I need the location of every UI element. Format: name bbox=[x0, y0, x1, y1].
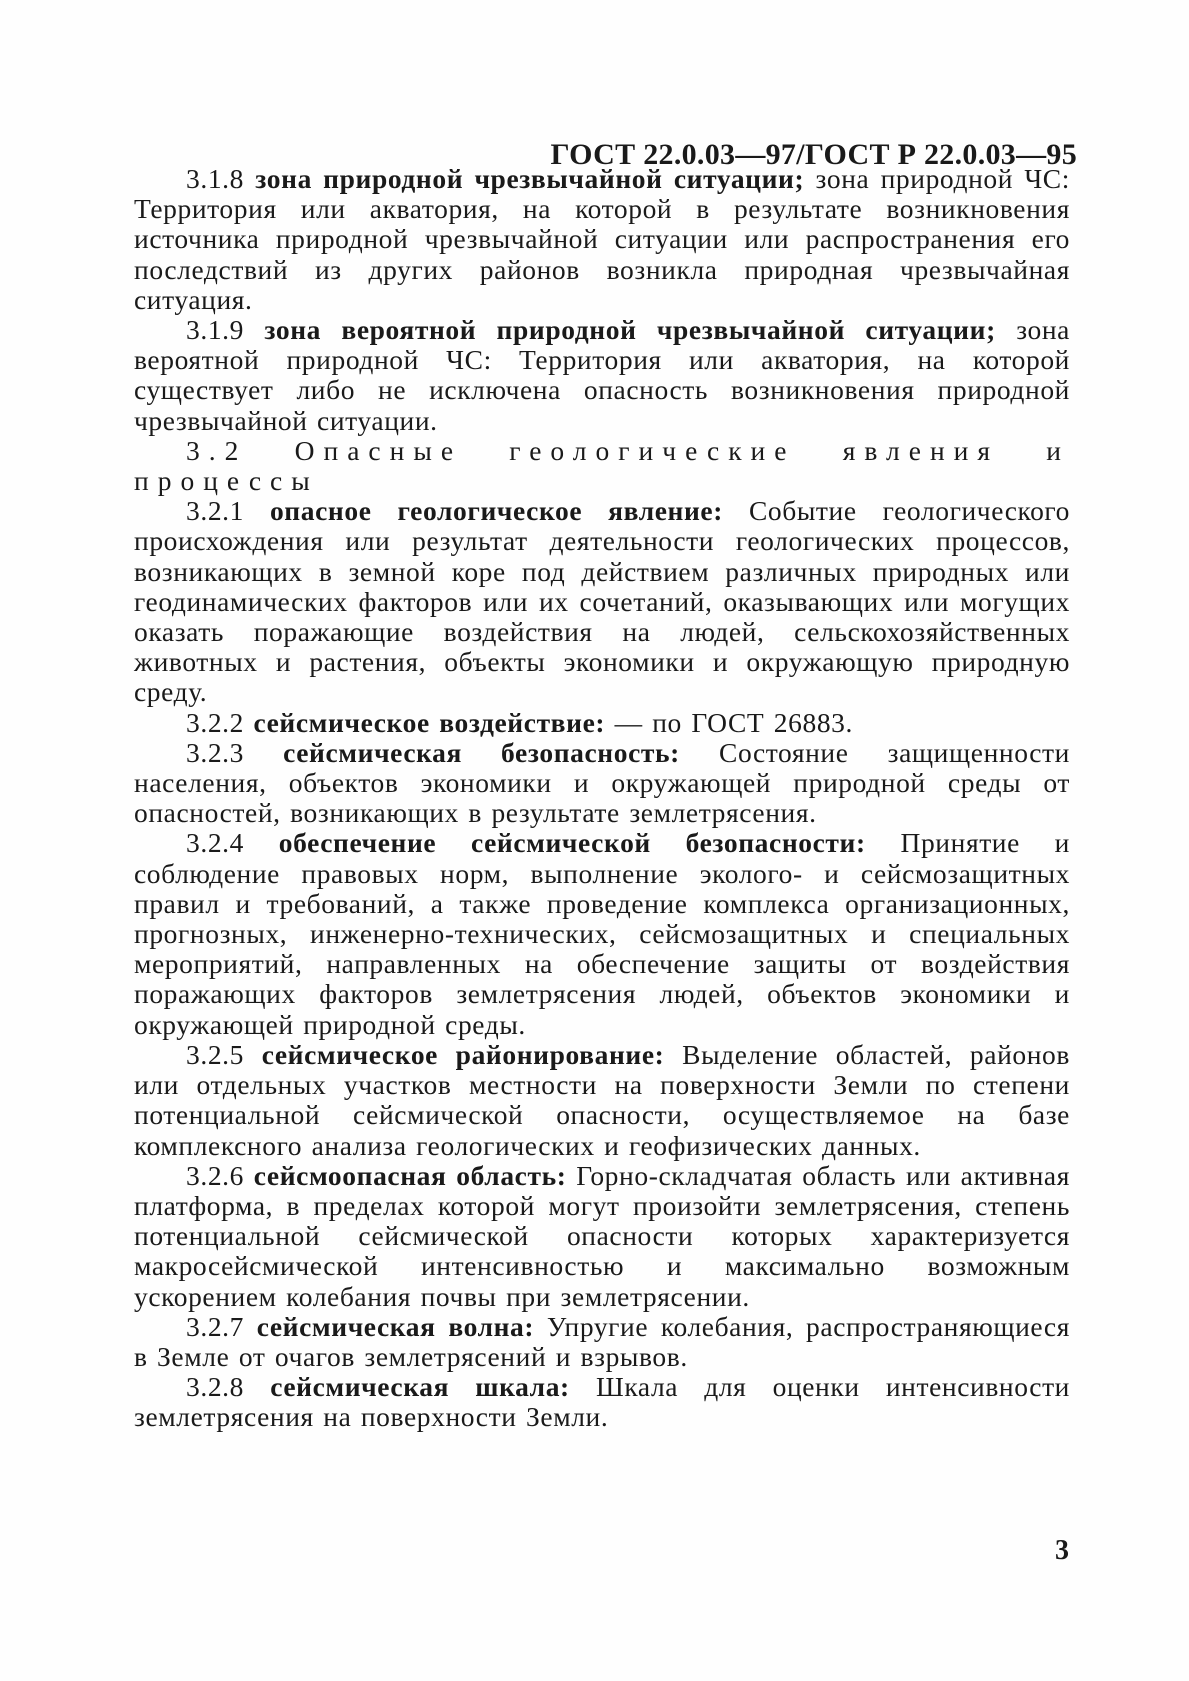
clause-text: Горно-складчатая область или активная платформа, в пределах которой могут произойти землетрясения, степень потенциальной сейсмической опасности которых характеризуется макросейсмической интенсивностью и максимально возможным ускорением колебания почвы при землетрясении. bbox=[134, 1159, 1070, 1312]
paragraph-3-1-8 bbox=[134, 164, 1070, 315]
clause-text: Упругие колебания, распространяющиеся в Земле от очагов землетрясений и взрывов. bbox=[134, 1310, 1070, 1372]
clause-text: Событие геологического происхождения или результат деятельности геологических процессов, возникающих в земной коре под действием различных природных или геодинамических факторов или их сочетаний, оказывающих или могущих оказать поражающие воздействия на людей, сельскохозяйственных животных и растения, объекты экономики и окружающую природную среду. bbox=[134, 495, 1070, 708]
clause-text: зона вероятной природной ЧС: Территория или акватория, на которой существует либо не исключена опасность возникновения природной чрезвычайной ситуации. bbox=[134, 314, 1070, 436]
clause-term: сейсмоопасная область: bbox=[253, 1159, 567, 1191]
paragraph-3-2-5 bbox=[134, 1040, 1070, 1161]
clause-number: 3.2.3 bbox=[186, 736, 244, 768]
section-title: Опасные геологические явления и процессы bbox=[134, 434, 1071, 497]
clause-term: сейсмическая шкала: bbox=[270, 1371, 570, 1403]
clause-text: — по ГОСТ 26883. bbox=[614, 706, 853, 738]
section-heading-3-2 bbox=[134, 436, 1070, 496]
paragraph-3-2-8 bbox=[134, 1372, 1070, 1432]
clause-number: 3.2.2 bbox=[186, 706, 244, 738]
clause-number: 3.1.9 bbox=[186, 314, 244, 346]
clause-term: сейсмическое районирование: bbox=[261, 1038, 665, 1070]
clause-term: опасное геологическое явление: bbox=[269, 495, 723, 527]
paragraph-3-2-4 bbox=[134, 828, 1070, 1039]
clause-term: зона вероятной природной чрезвычайной ситуации; bbox=[264, 314, 996, 346]
clause-number: 3.2.1 bbox=[186, 495, 244, 527]
clause-text: зона природной ЧС: Территория или акватория, на которой в результате возникновения источника природной чрезвычайной ситуации или распространения его последствий из других районов возникла природная чрезвычайная ситуация. bbox=[134, 163, 1070, 315]
document-header: ГОСТ 22.0.03—97/ГОСТ Р 22.0.03—95 bbox=[550, 138, 1077, 171]
clause-number: 3.2.5 bbox=[186, 1038, 244, 1070]
clause-term: зона природной чрезвычайной ситуации; bbox=[255, 163, 805, 194]
paragraph-3-2-2 bbox=[134, 708, 1070, 738]
paragraph-3-2-1 bbox=[134, 496, 1070, 707]
paragraph-3-2-7 bbox=[134, 1312, 1070, 1372]
paragraph-3-2-3 bbox=[134, 738, 1070, 829]
page-number: 3 bbox=[1055, 1535, 1069, 1566]
clause-term: обеспечение сейсмической безопасности: bbox=[278, 827, 866, 859]
clause-term: сейсмическая волна: bbox=[256, 1310, 535, 1342]
clause-text: Принятие и соблюдение правовых норм, выполнение эколого- и сейсмозащитных правил и требований, а также проведение комплекса организационных, прогнозных, инженерно-технических, сейсмозащитных и специальных мероприятий, направленных на обеспечение защиты от воздействия поражающих факторов землетрясения людей, объектов экономики и окружающей природной среды. bbox=[134, 827, 1070, 1040]
clause-term: сейсмическое воздействие: bbox=[253, 706, 606, 738]
clause-number: 3.2.4 bbox=[186, 827, 244, 859]
clause-text: Шкала для оценки интенсивности землетрясения на поверхности Земли. bbox=[134, 1371, 1071, 1433]
document-body bbox=[134, 164, 1070, 1433]
clause-number: 3.2.6 bbox=[186, 1159, 244, 1191]
clause-number: 3.1.8 bbox=[186, 163, 244, 194]
clause-term: сейсмическая безопасность: bbox=[283, 736, 680, 768]
clause-text: Выделение областей, районов или отдельных участков местности на поверхности Земли по степени потенциальной сейсмической опасности, осуществляемое на базе комплексного анализа геологических и геофизических данных. bbox=[134, 1038, 1070, 1161]
paragraph-3-1-9 bbox=[134, 315, 1070, 436]
clause-text: Состояние защищенности населения, объектов экономики и окружающей природной среды от опасностей, возникающих в результате землетрясения. bbox=[134, 736, 1070, 829]
paragraph-3-2-6 bbox=[134, 1161, 1070, 1312]
clause-number: 3.2.7 bbox=[186, 1310, 244, 1342]
section-number: 3.2 bbox=[186, 434, 248, 466]
clause-number: 3.2.8 bbox=[186, 1371, 244, 1403]
